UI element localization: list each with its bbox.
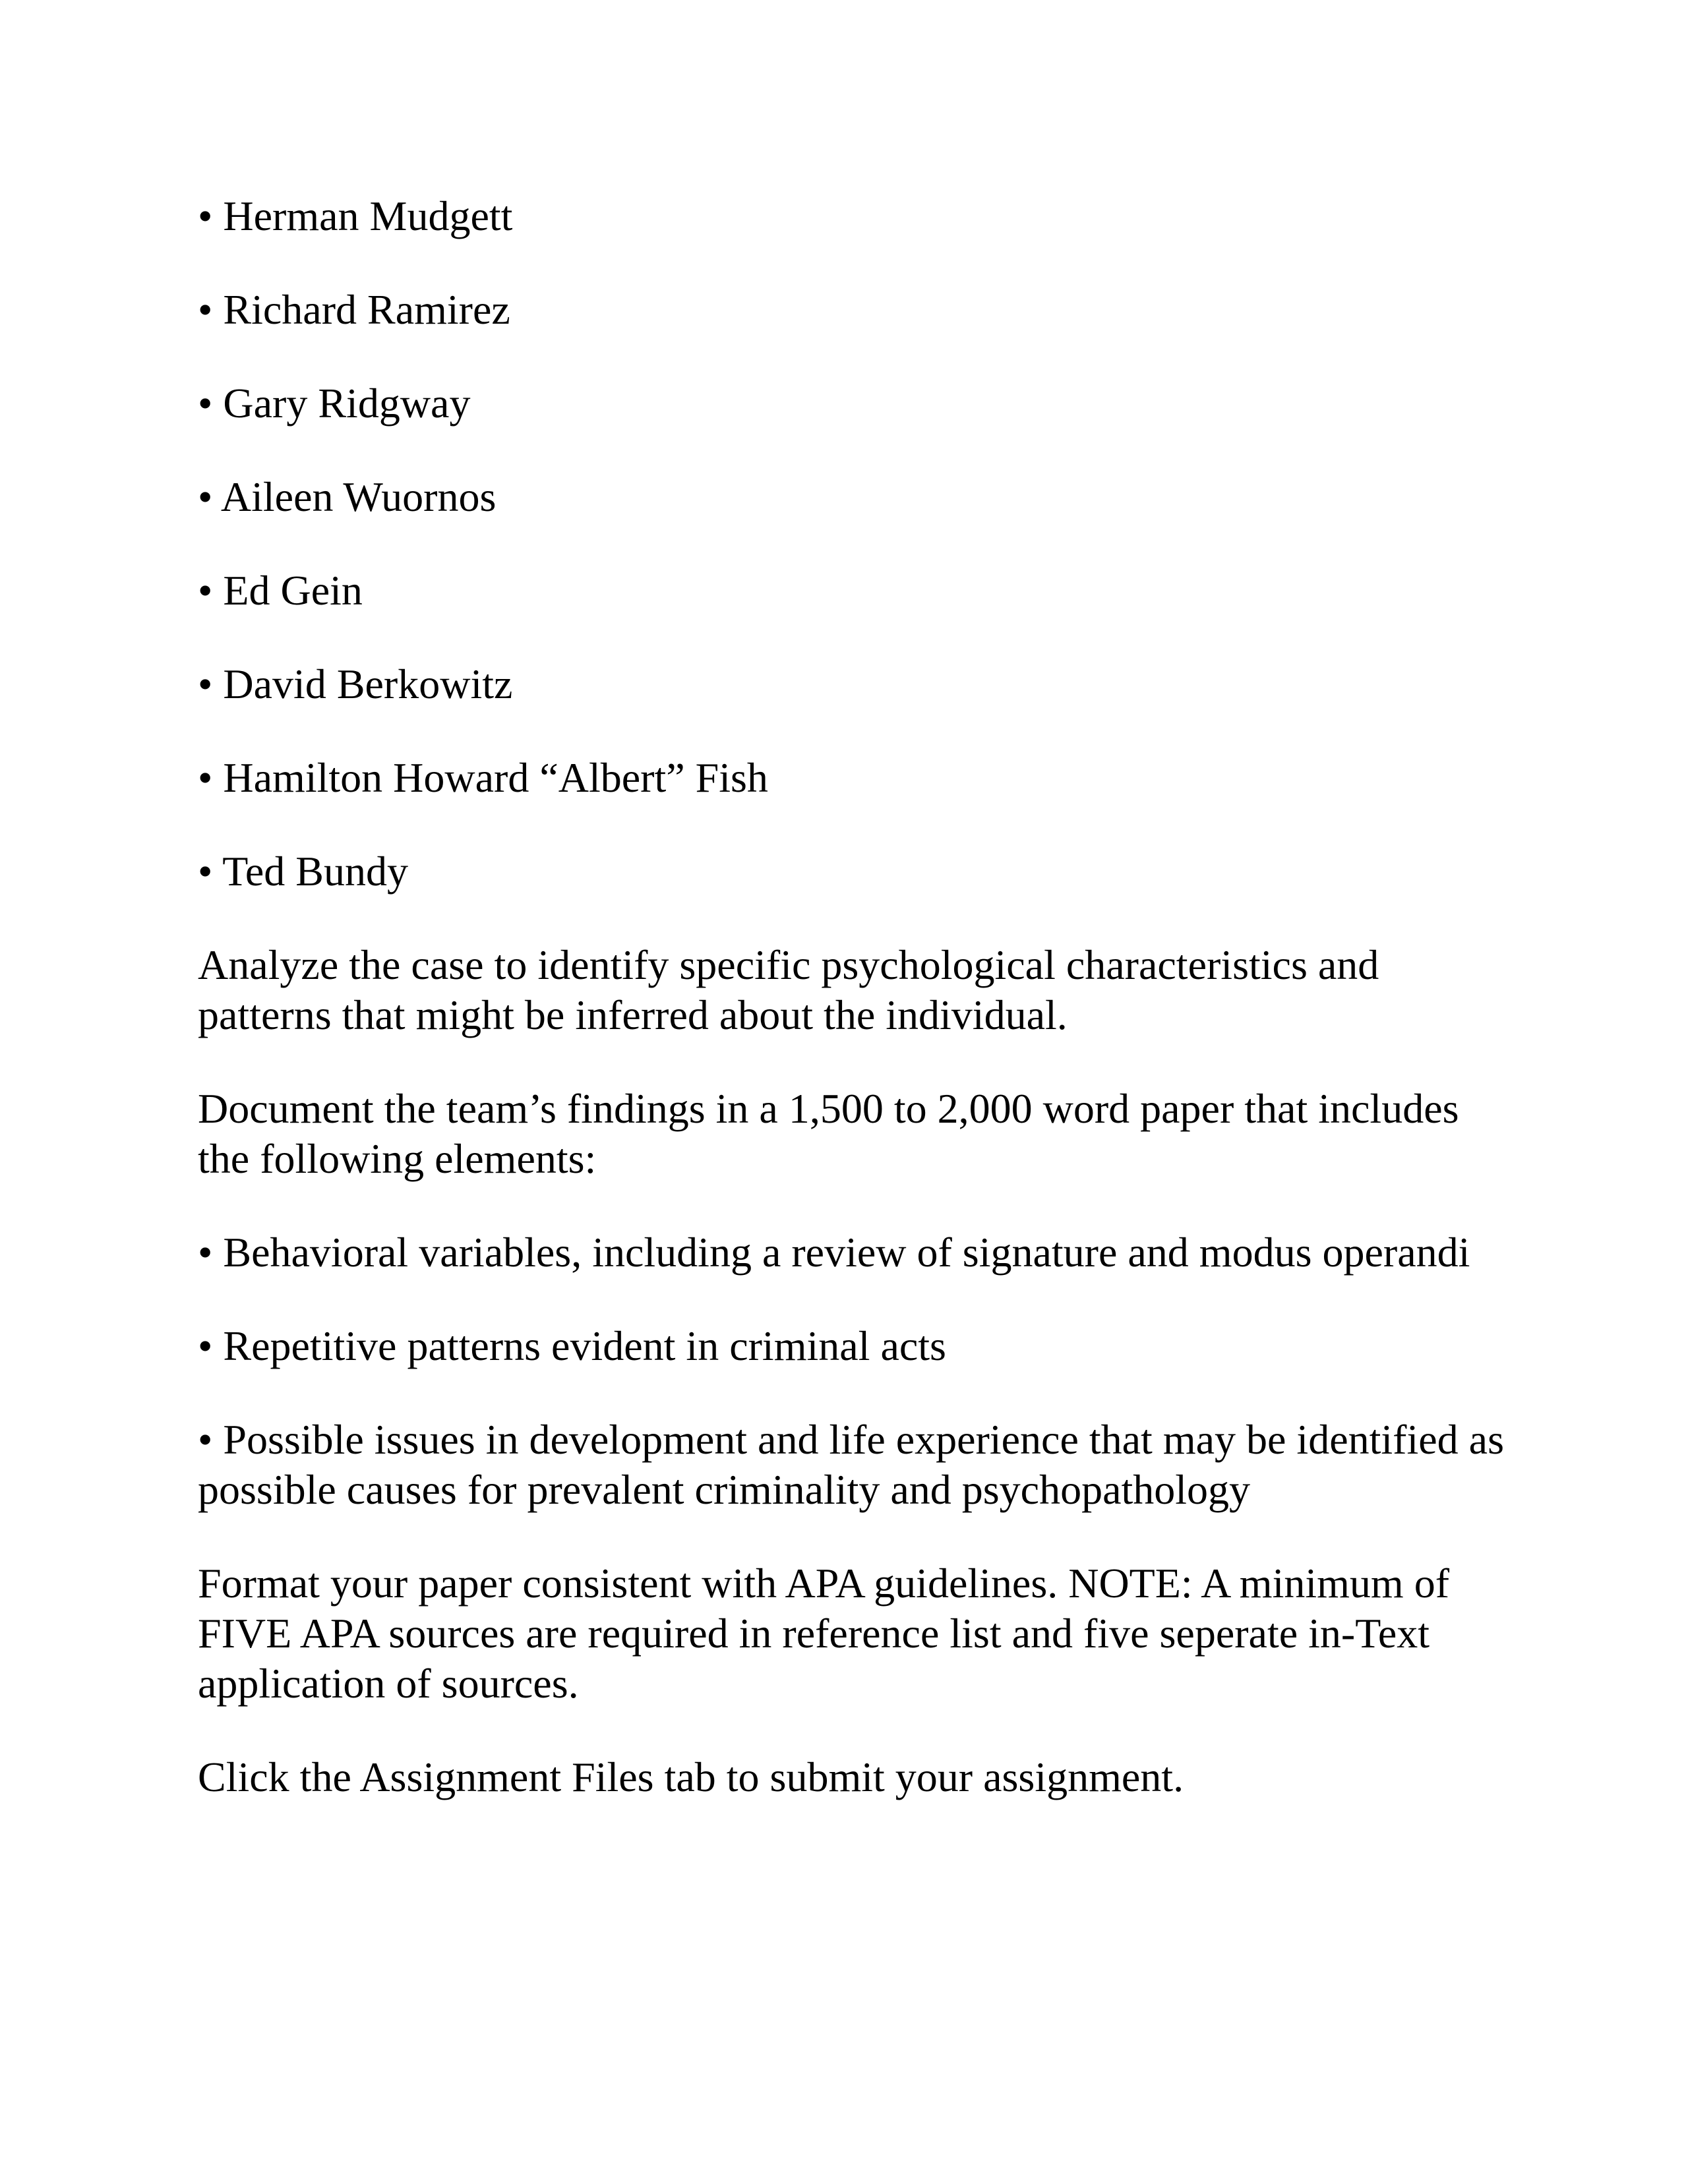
submission-instructions: Click the Assignment Files tab to submit your assignment.	[198, 1754, 1184, 1800]
list-item-gary-ridgway: • Gary Ridgway	[198, 380, 471, 427]
list-item-albert-fish: • Hamilton Howard “Albert” Fish	[198, 754, 768, 801]
analysis-instructions: Analyze the case to identify specific psychological characteristics and patterns that might be inferred about the individual.	[198, 941, 1379, 1038]
list-item-ed-gein: • Ed Gein	[198, 567, 363, 614]
element-repetitive-patterns: • Repetitive patterns evident in criminal acts	[198, 1322, 946, 1369]
list-item-richard-ramirez: • Richard Ramirez	[198, 286, 510, 333]
list-item-herman-mudgett: • Herman Mudgett	[198, 192, 513, 239]
document-page	[198, 191, 1517, 1846]
list-item-david-berkowitz: • David Berkowitz	[198, 661, 513, 707]
list-item-ted-bundy: • Ted Bundy	[198, 848, 408, 895]
paper-requirements: Document the team’s findings in a 1,500 to 2,000 word paper that includes the following elements:	[198, 1085, 1459, 1182]
element-behavioral-variables: • Behavioral variables, including a review of signature and modus operandi	[198, 1229, 1470, 1276]
element-development-issues: • Possible issues in development and life experience that may be identified as possible causes for prevalent criminality and psychopathology	[198, 1416, 1504, 1513]
list-item-aileen-wuornos: • Aileen Wuornos	[198, 473, 497, 520]
apa-format-note: Format your paper consistent with APA guidelines. NOTE: A minimum of FIVE APA sources are required in reference list and five seperate in-Text application of sources.	[198, 1560, 1449, 1707]
